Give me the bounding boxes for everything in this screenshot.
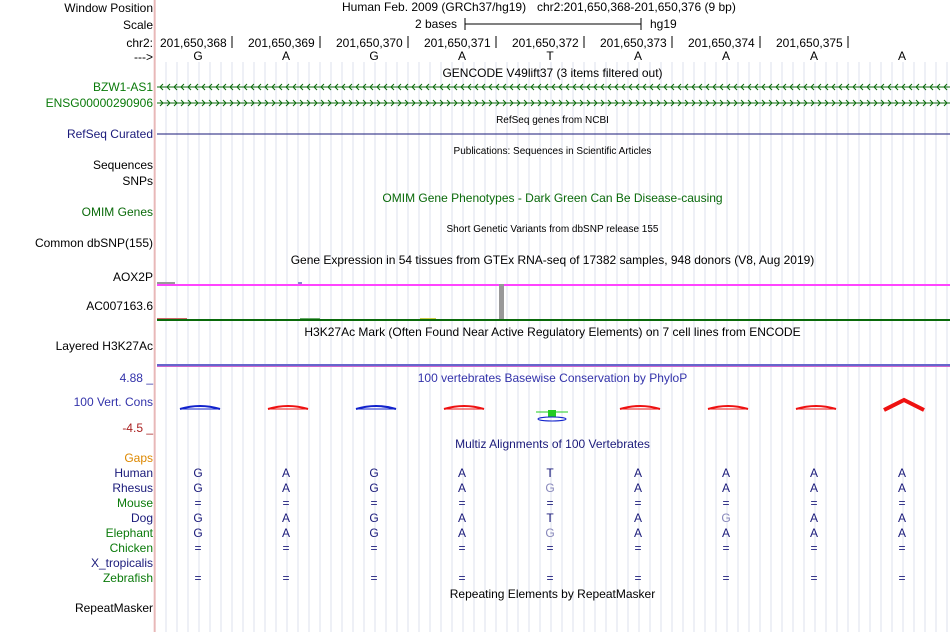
- omim-genes-label[interactable]: OMIM Genes: [81, 205, 153, 219]
- alignment-base: G: [369, 511, 379, 525]
- gtex-item-ac007163-6[interactable]: AC007163.6: [86, 299, 153, 313]
- gtex-aox2p-bar: [157, 282, 175, 284]
- alignment-base: A: [897, 511, 906, 525]
- alignment-base: A: [633, 526, 642, 540]
- alignment-base: A: [457, 511, 466, 525]
- alignment-base: =: [546, 571, 554, 585]
- alignment-base: =: [634, 496, 642, 510]
- gtex-track-title[interactable]: Gene Expression in 54 tissues from GTEx RNA-seq of 17382 samples, 948 donors (V8, Aug 2019): [290, 253, 815, 267]
- snps-label[interactable]: SNPs: [122, 174, 153, 188]
- gaps-label: Gaps: [124, 451, 153, 465]
- alignment-base: A: [281, 511, 290, 525]
- alignment-base: A: [633, 481, 642, 495]
- alignment-base: G: [545, 526, 555, 540]
- alignment-base: A: [281, 526, 290, 540]
- alignment-base: =: [634, 571, 642, 585]
- conservation-logo-mark: [884, 400, 924, 410]
- species-label[interactable]: Elephant: [105, 526, 153, 540]
- refseq-curated-label[interactable]: RefSeq Curated: [66, 127, 153, 141]
- scale-db-label: hg19: [650, 17, 677, 31]
- alignment-base: =: [722, 571, 730, 585]
- alignment-base: G: [193, 526, 203, 540]
- dbsnp-label[interactable]: Common dbSNP(155): [34, 236, 153, 250]
- sequence-base: A: [457, 49, 466, 63]
- alignment-base: =: [194, 571, 202, 585]
- alignment-base: G: [369, 481, 379, 495]
- ruler-coordinate: 201,650,375: [776, 36, 843, 50]
- conservation-logo-mark: [548, 410, 556, 417]
- ruler-coordinate: 201,650,373: [600, 36, 667, 50]
- alignment-base: =: [458, 571, 466, 585]
- h3k27ac-label[interactable]: Layered H3K27Ac: [55, 339, 153, 353]
- alignment-base: =: [810, 541, 818, 555]
- alignment-base: =: [370, 541, 378, 555]
- ruler-coordinate: 201,650,371: [424, 36, 491, 50]
- alignment-base: G: [369, 466, 379, 480]
- chrom-label: chr2:: [126, 36, 153, 50]
- alignment-base: A: [457, 526, 466, 540]
- gene-label-ensg00000290906[interactable]: ENSG00000290906: [45, 96, 153, 110]
- sequence-base: A: [897, 49, 906, 63]
- alignment-base: A: [721, 526, 730, 540]
- h3k27ac-signal: [157, 364, 950, 366]
- alignment-base: =: [194, 541, 202, 555]
- alignment-base: A: [809, 466, 818, 480]
- alignment-base: =: [370, 496, 378, 510]
- ruler-coordinate: 201,650,369: [248, 36, 315, 50]
- gtex-ac007163-tall-bar: [499, 284, 504, 320]
- alignment-base: =: [458, 496, 466, 510]
- alignment-base: =: [546, 496, 554, 510]
- scale-label: Scale: [122, 18, 153, 32]
- species-label[interactable]: X_tropicalis: [90, 556, 153, 570]
- alignment-base: =: [722, 496, 730, 510]
- sequence-base: A: [633, 49, 642, 63]
- alignment-base: G: [369, 526, 379, 540]
- scale-bar-text: 2 bases: [415, 17, 458, 31]
- omim-track-title[interactable]: OMIM Gene Phenotypes - Dark Green Can Be Disease-causing: [382, 191, 723, 205]
- sequence-base: G: [193, 49, 203, 63]
- alignment-base: =: [722, 541, 730, 555]
- species-label[interactable]: Human: [114, 466, 153, 480]
- window-position-label: Window Position: [64, 1, 153, 15]
- alignment-base: A: [457, 481, 466, 495]
- assembly-name: Human Feb. 2009 (GRCh37/hg19): [342, 0, 527, 14]
- alignment-base: =: [370, 571, 378, 585]
- ruler-coordinate: 201,650,370: [336, 36, 403, 50]
- alignment-base: =: [458, 541, 466, 555]
- strand-label: --->: [134, 50, 153, 64]
- multiz-track-title[interactable]: Multiz Alignments of 100 Vertebrates: [455, 437, 650, 451]
- ruler-coordinate: 201,650,372: [512, 36, 579, 50]
- sequence-base: A: [721, 49, 730, 63]
- phylop-min-label: -4.5 _: [122, 421, 153, 435]
- alignment-base: A: [633, 466, 642, 480]
- repeatmasker-track-title[interactable]: Repeating Elements by RepeatMasker: [449, 587, 656, 601]
- sequence-base: T: [546, 49, 554, 63]
- alignment-base: T: [546, 466, 554, 480]
- alignment-base: =: [810, 496, 818, 510]
- phylop-max-label: 4.88 _: [119, 371, 153, 385]
- phylop-label[interactable]: 100 Vert. Cons: [73, 395, 153, 409]
- h3k27ac-signal-layer: [157, 366, 950, 367]
- alignment-base: G: [721, 511, 731, 525]
- species-label[interactable]: Zebrafish: [102, 571, 153, 585]
- alignment-base: =: [898, 571, 906, 585]
- species-label[interactable]: Chicken: [109, 541, 153, 555]
- ruler-coordinate: 201,650,368: [160, 36, 227, 50]
- alignment-base: =: [898, 541, 906, 555]
- window-position[interactable]: chr2:201,650,368-201,650,376 (9 bp): [537, 0, 736, 14]
- repeatmasker-label[interactable]: RepeatMasker: [74, 601, 153, 615]
- gencode-track-title[interactable]: GENCODE V49lift37 (3 items filtered out): [442, 66, 663, 80]
- sequence-base: G: [369, 49, 379, 63]
- alignment-base: A: [897, 481, 906, 495]
- sequences-label[interactable]: Sequences: [92, 158, 153, 172]
- alignment-base: A: [897, 526, 906, 540]
- alignment-base: =: [546, 541, 554, 555]
- alignment-base: A: [809, 511, 818, 525]
- alignment-base: A: [721, 481, 730, 495]
- alignment-base: G: [545, 481, 555, 495]
- h3k27ac-track-title[interactable]: H3K27Ac Mark (Often Found Near Active Regulatory Elements) on 7 cell lines from ENCODE: [304, 325, 801, 339]
- alignment-base: G: [193, 481, 203, 495]
- alignment-base: A: [897, 466, 906, 480]
- sequence-base: A: [281, 49, 290, 63]
- refseq-track-title[interactable]: RefSeq genes from NCBI: [496, 115, 609, 126]
- alignment-base: T: [546, 511, 554, 525]
- gtex-item-aox2p[interactable]: AOX2P: [112, 270, 153, 284]
- alignment-base: =: [898, 496, 906, 510]
- alignment-base: A: [721, 466, 730, 480]
- alignment-base: A: [281, 466, 290, 480]
- alignment-base: A: [457, 466, 466, 480]
- alignment-base: A: [281, 481, 290, 495]
- alignment-base: =: [282, 496, 290, 510]
- alignment-base: A: [633, 511, 642, 525]
- alignment-base: G: [193, 511, 203, 525]
- gtex-aox2p-bar: [298, 282, 302, 284]
- alignment-base: A: [809, 526, 818, 540]
- alignment-base: =: [282, 541, 290, 555]
- ruler-coordinate: 201,650,374: [688, 36, 755, 50]
- alignment-base: =: [282, 571, 290, 585]
- alignment-base: G: [193, 466, 203, 480]
- alignment-base: =: [634, 541, 642, 555]
- publications-track-title[interactable]: Publications: Sequences in Scientific Articles: [453, 146, 652, 157]
- alignment-base: A: [809, 481, 818, 495]
- dbsnp-track-title[interactable]: Short Genetic Variants from dbSNP release 155: [446, 224, 659, 235]
- species-label[interactable]: Mouse: [116, 496, 153, 510]
- alignment-base: =: [810, 571, 818, 585]
- alignment-base: =: [194, 496, 202, 510]
- species-label[interactable]: Rhesus: [112, 481, 153, 495]
- gene-label-bzw1-as1[interactable]: BZW1-AS1: [92, 80, 153, 94]
- phylop-track-title[interactable]: 100 vertebrates Basewise Conservation by PhyloP: [417, 371, 688, 385]
- sequence-base: A: [809, 49, 818, 63]
- species-label[interactable]: Dog: [130, 511, 153, 525]
